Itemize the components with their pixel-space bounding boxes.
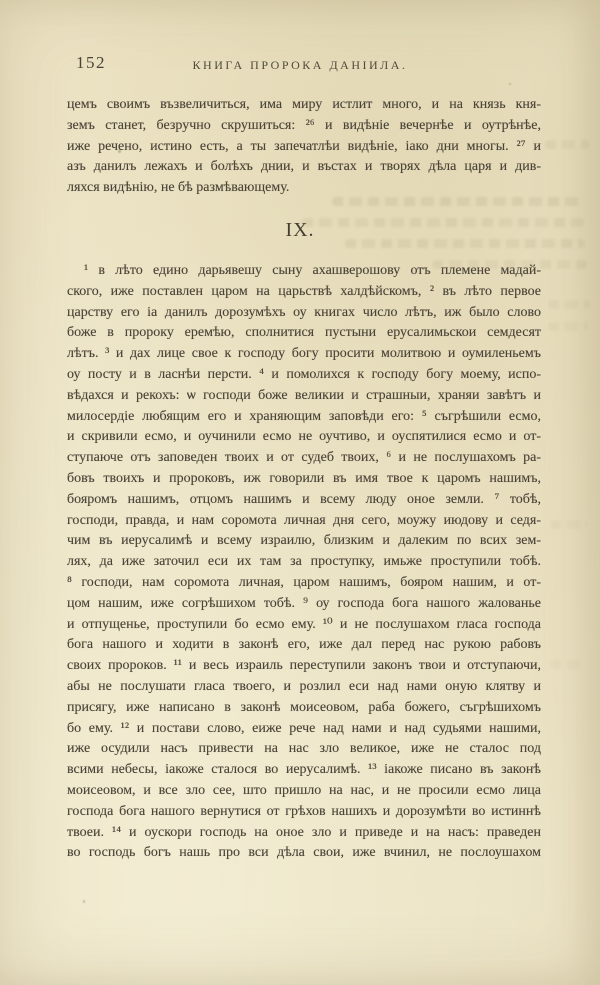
text-line: чим въ иерусалимѣ и всему израилю, близким и далеким по всих зем- (67, 533, 541, 549)
text-line: ляхся видѣнію, не бѣ размѣвающему. (67, 180, 290, 196)
text-line: вѣдахся и рекохъ: ѡ господи боже великии и страшныи, храняи завѣтъ и (67, 387, 541, 403)
text-line: ⁸ господи, нам соромота личная, царом нашимъ, бояром нашим, и от- (67, 574, 541, 590)
text-line: азъ данилъ лежахъ и болѣхъ днии, и въстах и творях дѣла царя и див- (67, 159, 541, 175)
text-line: лях, да иже заточил еси их там за проступку, имьже проступили тобѣ. (67, 554, 541, 570)
text-line: царству его іа данилъ дорозумѣхъ оу книгах число лѣтъ, иж было слово (67, 304, 541, 320)
bleed-through-smudge (332, 197, 584, 206)
bleed-through-smudge (302, 218, 584, 227)
text-line: лѣтъ. ³ и дах лице свое к господу богу просити молитвою и оумиленьемъ (67, 346, 541, 362)
text-line: иже речено, истино есть, а ты запечатлѣи видѣніе, іако дни многы. ²⁷ и (67, 138, 541, 154)
paragraph-chapter8-end (67, 95, 541, 199)
bleed-through-smudge (550, 520, 588, 529)
bleed-through-smudge (548, 322, 588, 331)
page-number: 152 (76, 53, 106, 72)
bleed-through-smudge (432, 260, 587, 269)
text-line: земъ станет, безручно скрушиться: ²⁶ и видѣніе вечернѣе и оутрѣнѣе, (67, 117, 541, 133)
text-line: цемъ своимъ възвеличиться, има миру истлит много, и на князь кня- (67, 97, 541, 112)
text-line: ступаюче отъ заповеден твоих и от судеб твоих, ⁶ и не послушахомъ ра- (67, 450, 541, 466)
text-line: иже осудили насъ привести на нас зло великое, иже не сталос под (67, 741, 541, 757)
text-line: присягу, иже написано в законѣ моисеовом, раба божего, съгрѣшихомъ (67, 699, 541, 715)
bleed-through-smudge (345, 239, 585, 248)
bleed-through-smudge (545, 140, 590, 149)
text-line: моисеовом, и все зло сее, што пришло на нас, и не просили есмо лица (67, 782, 541, 798)
text-line: и отпущенье, проступили бо есмо ему. ¹⁰ и не послушахом гласа господа (67, 616, 541, 632)
text-line: оу посту и в ласнѣи персти. ⁴ и помолихся к господу богу моему, испо- (67, 366, 541, 382)
text-line: и скривили есмо, и оучинили есмо не оучтиво, и оуспятилися есмо и от- (67, 429, 541, 445)
paper-speck (83, 900, 85, 903)
bleed-through-smudge (550, 660, 586, 669)
text-line: во господь богъ нашь про вси дѣла свои, иже вчинил, не послоушахом (67, 845, 541, 861)
text-line: господи, правда, и нам соромота личная дня сего, моужу июдову и седя- (67, 512, 541, 528)
text-line: бога нашого и ходити в законѣ его, иже дал перед нас рукою рабовъ (67, 637, 541, 653)
text-line: бояромъ нашимъ, отцомъ нашимъ и всему люду оное земли. ⁷ тобѣ, (67, 491, 541, 507)
text-line: своих пророков. ¹¹ и весь израиль переступили законъ твои и отступаючи, (67, 658, 541, 674)
text-line: ¹ в лѣто едино дарьявешу сыну ахашверошову отъ племене мадай- (84, 263, 541, 278)
text-line: цом нашим, иже согрѣшихом тобѣ. ⁹ оу господа бога нашого жалованье (67, 595, 541, 611)
text-line: бо ему. ¹² и постави слово, еиже рече над нами и над судьями нашими, (67, 720, 541, 736)
paper-speck (509, 83, 511, 85)
text-line: бовъ твоихъ и пророковъ, иж говорили въ имя твое к царомъ нашимъ, (67, 470, 541, 486)
text-line: господа бога нашого вернутися от грѣхов нашихъ и дорозумѣти во истиннѣ (67, 803, 541, 819)
text-line: боже в пророку еремѣю, сполнитися пустыни ерусалимьскои семдесят (67, 325, 541, 341)
text-line: твоеи. ¹⁴ и оускори господь на оное зло и приведе и на насъ: праведен (67, 824, 541, 840)
bleed-through-smudge (548, 300, 590, 309)
running-head: КНИГА ПРОРОКА ДАНІИЛА. (192, 58, 408, 72)
text-line: всими небесы, іакоже сталося во иерусалимѣ. ¹³ іакоже писано въ законѣ (67, 762, 541, 778)
paragraph-chapter9 (67, 261, 541, 864)
paper-speck (118, 150, 121, 153)
text-line: милосердіе любящим его и храняющим заповѣди его: ⁵ съгрѣшили есмо, (67, 408, 541, 424)
text-line: абы не послушати гласа твоего, и розлил еси над нами оную клятву и (67, 678, 541, 694)
chapter-heading: IX. (285, 219, 315, 241)
text-line: ского, иже поставлен царом на царьствѣ халдѣйскомъ, ² въ лѣто первое (67, 283, 541, 299)
